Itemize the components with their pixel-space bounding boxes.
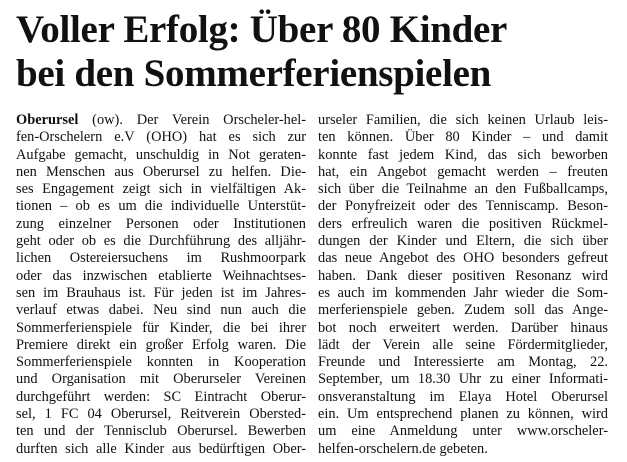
body-line: Sommerferienspiele konnten in Kooperation <box>16 354 306 371</box>
body-line: tionen – ob es um die individuelle Unterstüt- <box>16 198 306 215</box>
body-line: Sommerferienspiele für Kinder, die bei ihrer <box>16 319 306 336</box>
dateline: Oberursel <box>16 112 79 128</box>
body-line: verlauf etwas dabei. Neu sind nun auch die <box>16 302 306 319</box>
body-line: ders erfreulich waren die positiven Rückmel- <box>318 215 608 232</box>
body-line: konnte fast jedem Kind, das sich beworben <box>318 146 608 163</box>
body-line: und Organisation mit Oberurseler Vereinen <box>16 371 306 388</box>
body-line: sen im Brauhaus ist. Für jeden ist im Jahres- <box>16 284 306 301</box>
body-line: sich über die Teilnahme an den Fußballcamps, <box>318 181 608 198</box>
body-line: durchgeführt werden: SC Eintracht Oberur- <box>16 388 306 405</box>
body-line: hat, ein Angebot gemacht werden – freuten <box>318 163 608 180</box>
body-line: sel, 1 FC 04 Oberursel, Reitverein Obersted- <box>16 406 306 423</box>
body-line: ses Engagement zeigt sich in vielfältigen Ak- <box>16 181 306 198</box>
body-line: ten können. Über 80 Kinder – und damit <box>318 129 608 146</box>
body-line: onsveranstaltung im Elaya Hotel Oberursel <box>318 388 608 405</box>
body-line: es auch im kommenden Jahr wieder die Som- <box>318 284 608 301</box>
body-line: fen-Orschelern e.V (OHO) hat es sich zur <box>16 129 306 146</box>
body-line: lichen Ostereiersuchens im Rushmoorpark <box>16 250 306 267</box>
body-line: zung einzelner Personen oder Institutionen <box>16 215 306 232</box>
body-line: geht oder ob es die Durchführung des alljähr- <box>16 233 306 250</box>
body-line: helfen-orschelern.de gebeten. <box>318 440 488 457</box>
news-article <box>16 8 616 456</box>
headline-line: bei den Sommerferienspielen <box>16 52 492 95</box>
body-line: Aufgabe gemacht, unschuldig in Not geraten- <box>16 146 306 163</box>
headline-line: Voller Erfolg: Über 80 Kinder <box>16 8 508 51</box>
body-line: ten und der Tennisclub Oberursel. Bewerben <box>16 423 306 440</box>
body-line: nen Menschen aus Oberursel zu helfen. Die- <box>16 163 306 180</box>
body-line: oder das inzwischen etablierte Weihnachtses- <box>16 267 306 284</box>
body-line <box>16 112 306 129</box>
body-line: dungen der Kinder und Eltern, die sich über <box>318 233 608 250</box>
right-column <box>318 112 608 458</box>
body-line: urseler Familien, die sich keinen Urlaub leis- <box>318 112 608 128</box>
left-column <box>16 112 306 458</box>
body-line: ein. Um entsprechend planen zu können, wird <box>318 406 608 423</box>
body-line: lädt der Verein alle seine Fördermitglieder, <box>318 336 608 353</box>
body-line: September, um 18.30 Uhr zu einer Informati- <box>318 371 608 388</box>
body-line: merferienspiele geben. Zudem soll das Ange- <box>318 302 608 319</box>
body-line: um eine Anmeldung unter www.orscheler- <box>318 423 608 440</box>
body-line: Premiere direkt ein großer Erfolg waren. Die <box>16 336 306 353</box>
body-line: haben. Dank dieser positiven Resonanz wird <box>318 267 608 284</box>
body-line-text: (ow). Der Verein Orscheler-hel- <box>78 112 306 128</box>
body-line: der Ponyfreizeit oder des Tenniscamp. Beson- <box>318 198 608 215</box>
body-line: das neue Angebot des OHO besonders gefreut <box>318 250 608 267</box>
body-line: Freunde und Interessierte am Montag, 22. <box>318 354 608 371</box>
article-body <box>16 112 616 458</box>
body-line: durften sich alle Kinder aus bedürftigen Ober- <box>16 440 306 457</box>
body-line: bot noch erweitert werden. Darüber hinaus <box>318 319 608 336</box>
article-headline <box>16 8 616 96</box>
